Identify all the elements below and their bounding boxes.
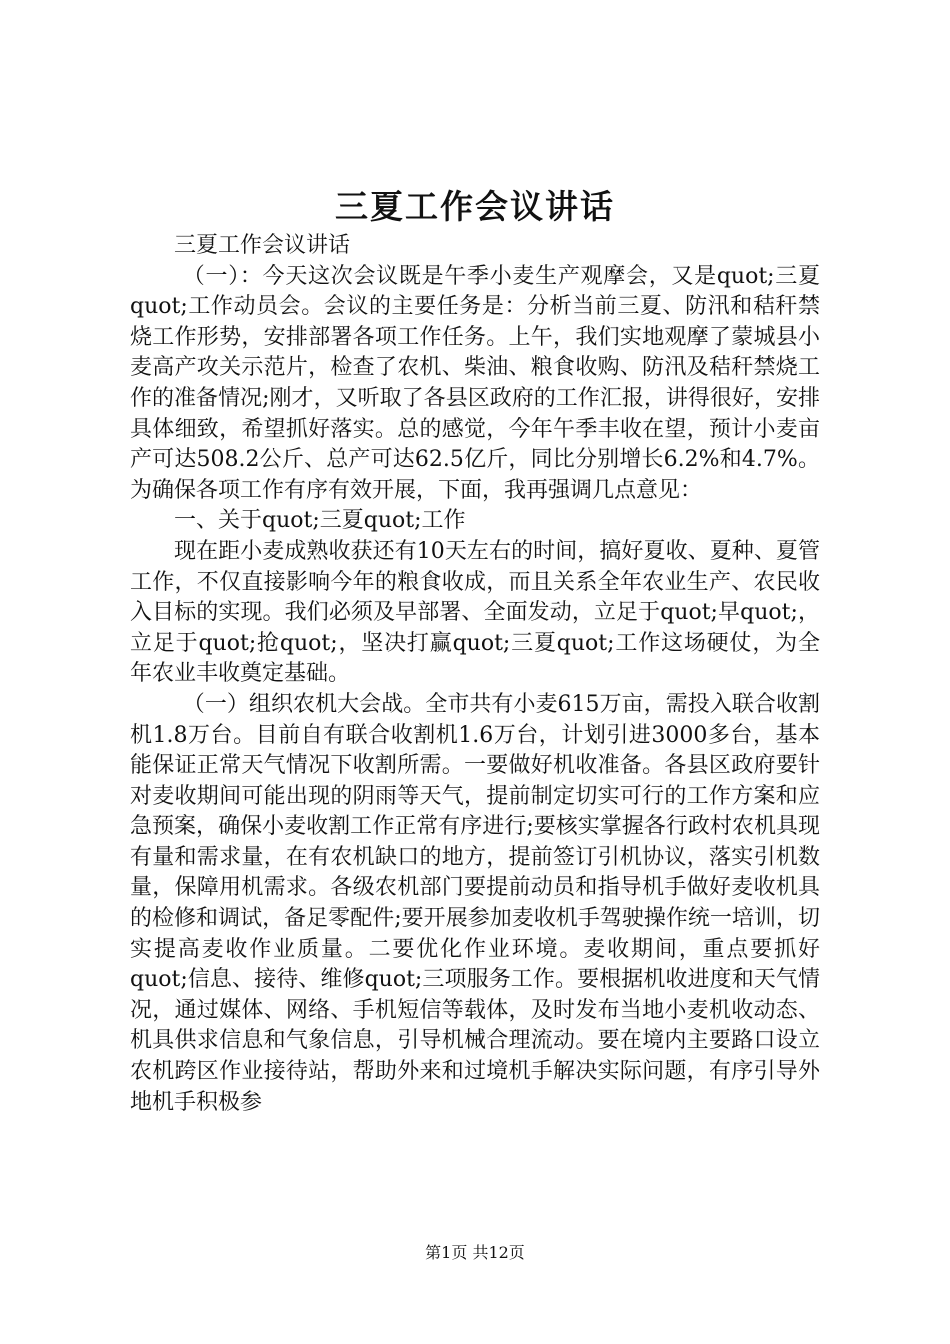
section-heading: 一、关于quot;三夏quot;工作 xyxy=(174,508,466,534)
paragraph-section-intro: 现在距小麦成熟收获还有10天左右的时间，搞好夏收、夏种、夏管工作，不仅直接影响今年的粮食收成，而且关系全年农业生产、农民收入目标的实现。我们必须及早部署、全面发动，立足于quot;早quot;，立足于quot;抢quot;，坚决打赢quot;三夏quot;工作这场硬仗，为全年农业丰收奠定基础。 xyxy=(130,538,820,687)
body-heading: 三夏工作会议讲话 xyxy=(174,233,351,258)
paragraph-machinery: （一）组织农机大会战。全市共有小麦615万亩，需投入联合收割机1.8万台。目前自有联合收割机1.6万台，计划引进3000多台，基本能保证正常天气情况下收割所需。一要做好机收准备。各县区政府要针对麦收期间可能出现的阴雨等天气，提前制定切实可行的工作方案和应急预案，确保小麦收割工作正常有序进行;要核实掌握各行政村农机具现有量和需求量，在有农机缺口的地方，提前签订引机协议，落实引机数量，保障用机需求。各级农机部门要提前动员和指导机手做好麦收机具的检修和调试，备足零配件;要开展参加麦收机手驾驶操作统一培训，切实提高麦收作业质量。二要优化作业环境。麦收期间，重点要抓好quot;信息、接待、维修quot;三项服务工作。要根据机收进度和天气情况，通过媒体、网络、手机短信等载体，及时发布当地小麦机收动态、机具供求信息和气象信息，引导机械合理流动。要在境内主要路口设立农机跨区作业接待站，帮助外来和过境机手解决实际问题，有序引导外地机手积极参 xyxy=(130,691,820,1115)
page-number-footer: 第1页 共12页 xyxy=(425,1243,525,1262)
document-body xyxy=(130,231,820,1118)
document-title: 三夏工作会议讲话 xyxy=(335,187,615,226)
paragraph-intro: （一）：今天这次会议既是午季小麦生产观摩会，又是quot;三夏quot;工作动员会。会议的主要任务是：分析当前三夏、防汛和秸秆禁烧工作形势，安排部署各项工作任务。上午，我们实地观摩了蒙城县小麦高产攻关示范片，检查了农机、柴油、粮食收购、防汛及秸秆禁烧工作的准备情况;刚才，又听取了各县区政府的工作汇报，讲得很好，安排具体细致，希望抓好落实。总的感觉，今年午季丰收在望，预计小麦亩产可达508.2公斤、总产可达62.5亿斤，同比分别增长6.2%和4.7%。为确保各项工作有序有效开展，下面，我再强调几点意见： xyxy=(130,263,820,503)
